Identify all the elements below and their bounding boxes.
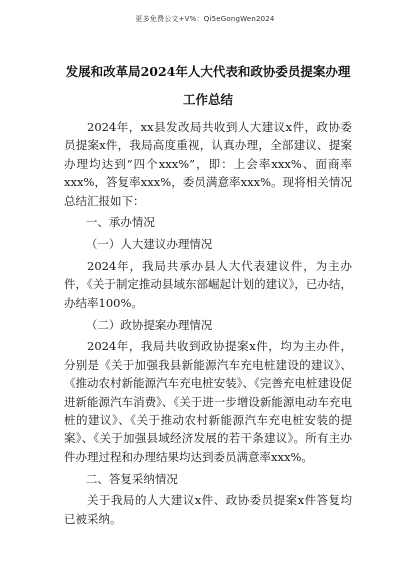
section-heading: （二）政协提案办理情况 [85, 317, 213, 332]
body-paragraph: 关于我局的人大建议x件、政协委员提案x件答复均已被采纳。 [64, 493, 352, 526]
body-paragraph: 2024年，我局共承办县人大代表建议件，为主办件，《关于制定推动县域东部崛起计划的建议》，已办结，办结率100%。 [64, 259, 352, 310]
document-body [64, 118, 352, 532]
document-title: 发展和改革局2024年人大代表和政协委员提案办理工作总结 [65, 64, 351, 107]
page-header: 更多免费公文+V%：Qi5eGongWen2024 [135, 15, 275, 23]
body-paragraph: 2024年，xx县发改局共收到人大建议x件，政协委员提案x件，我局高度重视，认真办理，全部建议、提案办理均达到“四个xxx%”，即：上会率xxx%、面商率xxx%，答复率xxx%，委员满意率xxx%。现将相关情况总结汇报如下： [64, 120, 352, 208]
body-paragraph: 2024年，我局共收到政协提案x件，均为主办件，分别是《关于加强我县新能源汽车充电桩建设的建议》、《推动农村新能源汽车充电桩安装》、《完善充电桩建设促进新能源汽车消费》、《关于进一步增设新能源电动车充电桩的建议》、《关于推动农村新能源汽车充电桩安装的提案》、《关于加强县域经济发展的若干条建议》。所有主办件办理过程和办理结果均达到委员满意率xxx%。 [64, 339, 352, 464]
section-heading: 一、承办情况 [85, 215, 155, 230]
section-heading: （一）人大建议办理情况 [85, 237, 213, 252]
section-heading: 二、答复采纳情况 [85, 471, 178, 486]
